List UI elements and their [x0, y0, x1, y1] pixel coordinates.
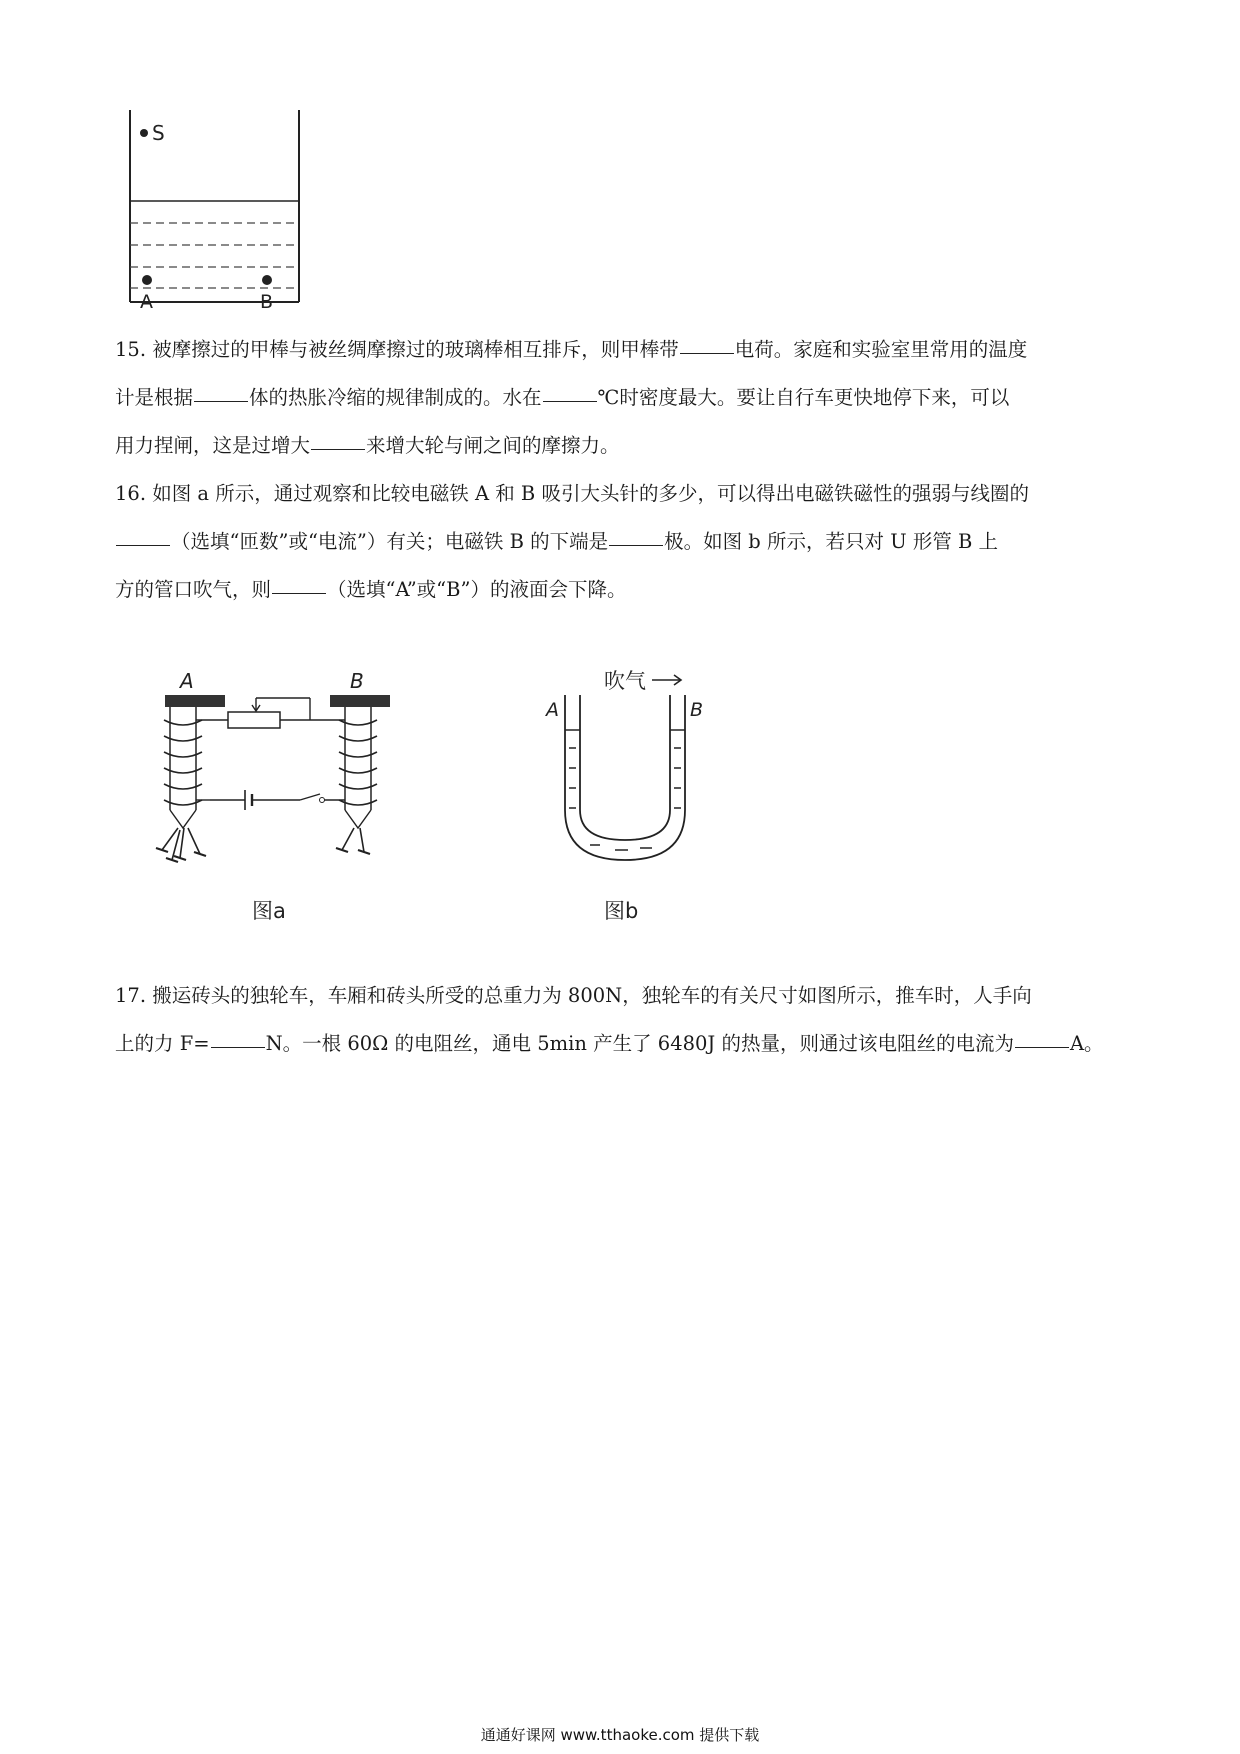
figure-a-electromagnets: [150, 660, 410, 930]
figure-14-container: [115, 105, 315, 315]
label-b: B: [690, 699, 704, 721]
question-number: 17.: [115, 984, 147, 1007]
blow-label: 吹气: [604, 669, 646, 693]
figure-b-u-tube: [540, 660, 740, 930]
page-footer: 通通好课网 www.tthaoke.com 提供下载: [480, 1726, 760, 1744]
point-s: [140, 129, 148, 137]
figure-caption: 图b: [604, 899, 639, 923]
question-17: 17. 搬运砖头的独轮车，车厢和砖头所受的总重力为 800N，独轮车的有关尺寸如图所示，推车时，人手向 上的力 F= N。一根 60Ω 的电阻丝，通电 5min 产生了 6480J 的热量，则通过该电阻丝的电流为 A。: [115, 984, 1104, 1055]
answer-blank[interactable]: [211, 1046, 265, 1048]
answer-blank[interactable]: [272, 592, 326, 594]
question-15: 15. 被摩擦过的甲棒与被丝绸摩擦过的玻璃棒相互排斥，则甲棒带 电荷。家庭和实验室里常用的温度 计是根据 体的热胀冷缩的规律制成的。水在 ℃时密度最大。要让自行车更快地停下来，可以 用力捏闸，这是过增大 来增大轮与闸之间的摩擦力。: [115, 338, 1028, 457]
question-16: 16. 如图 a 所示，通过观察和比较电磁铁 A 和 B 吸引大头针的多少，可以得出电磁铁磁性的强弱与线圈的 （选填“匝数”或“电流”）有关；电磁铁 B 的下端是 极。如图 b 所示，若只对 U 形管 B 上 方的管口吹气，则 （选填“A”或“B”）的液面会下降。: [115, 482, 1029, 601]
label-b: B: [260, 291, 274, 313]
point-b: [262, 275, 272, 285]
label-a: A: [546, 699, 559, 721]
question-number: 16.: [115, 482, 147, 505]
answer-blank[interactable]: [311, 448, 365, 450]
answer-blank[interactable]: [680, 352, 734, 354]
label-b: B: [350, 669, 364, 693]
answer-blank[interactable]: [609, 544, 663, 546]
label-a: A: [180, 669, 194, 693]
label-a: A: [140, 291, 153, 313]
question-number: 15.: [115, 338, 147, 361]
answer-blank[interactable]: [543, 400, 597, 402]
label-s: S: [152, 121, 165, 145]
figure-caption: 图a: [252, 899, 286, 923]
point-a: [142, 275, 152, 285]
answer-blank[interactable]: [116, 544, 170, 546]
answer-blank[interactable]: [194, 400, 248, 402]
answer-blank[interactable]: [1015, 1046, 1069, 1048]
